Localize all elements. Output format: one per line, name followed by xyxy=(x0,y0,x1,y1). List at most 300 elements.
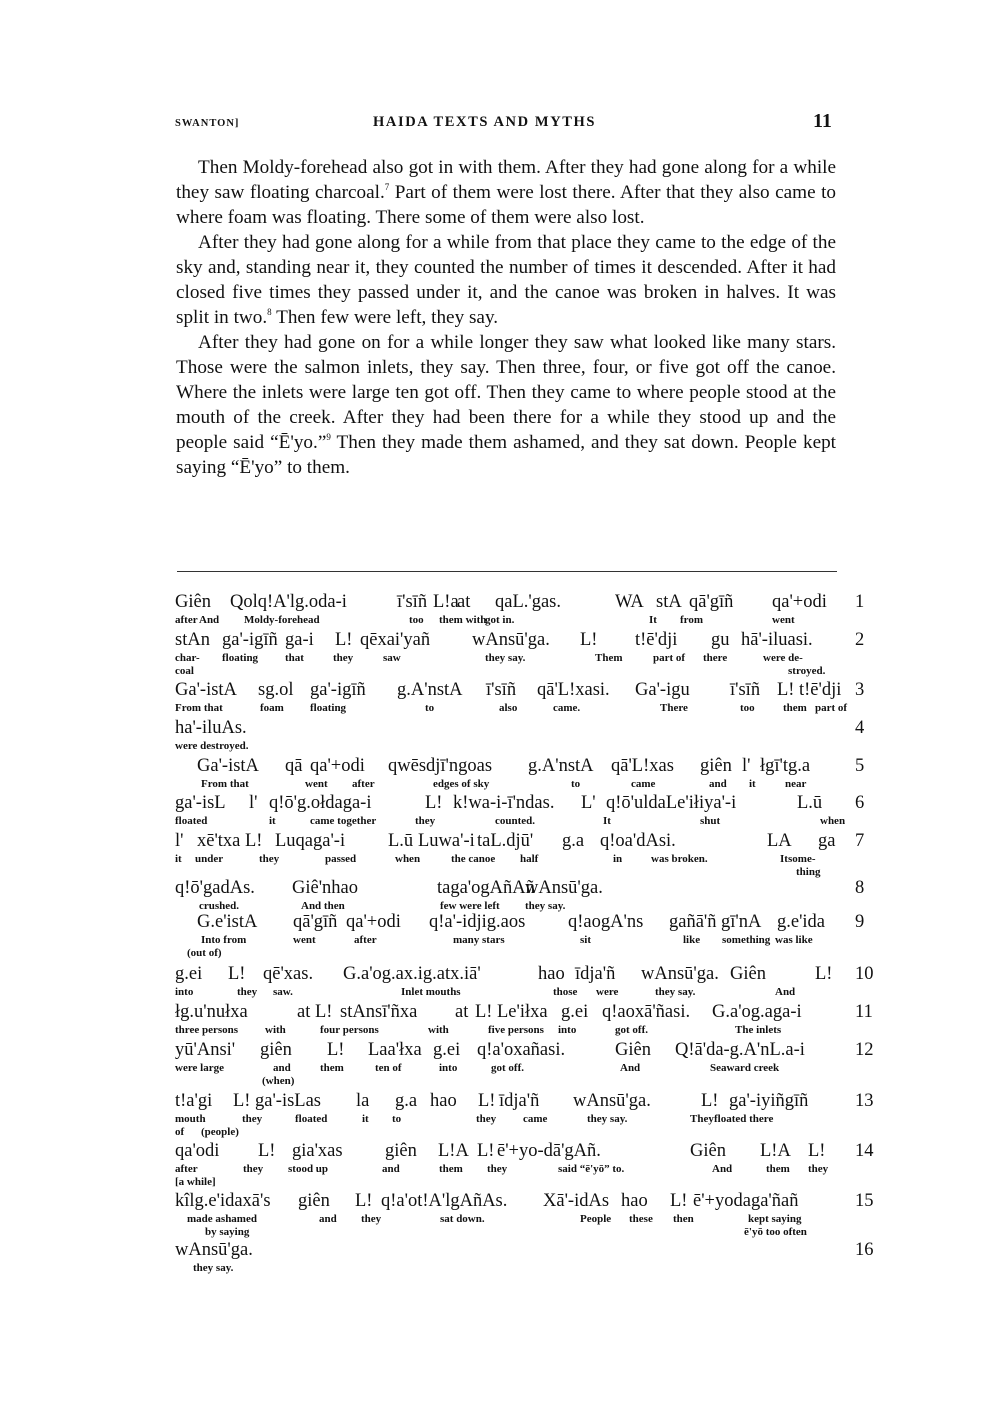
haida-word: g.e'ida xyxy=(777,912,826,932)
line-number: 2 xyxy=(855,630,865,650)
paragraph-2: After they had gone along for a while from that place they came to the edge of the sky and, standing near it, they counted the number of times it descended. After it had closed five times they passed under it, and the canoe was broken in halves. It was split in two.$^8$ Then few were left, they say. xyxy=(176,232,836,328)
haida-word: Luwa'-i xyxy=(418,831,475,851)
haida-word: qā xyxy=(285,756,303,776)
paragraph-1: Then Moldy-forehead also got in with them. After they had gone along for a while they saw floating charcoal.$^7$ Part of them were lost there. After that they also came to where foam was floating. There some of them were also lost. xyxy=(176,157,836,228)
haida-word: łg.u'nułxa xyxy=(175,1002,248,1022)
haida-row xyxy=(175,912,875,934)
haida-word: L! xyxy=(580,630,598,650)
haida-word: Xā'-idAs xyxy=(543,1191,610,1211)
haida-word: Ga'-istA xyxy=(197,756,259,776)
haida-word: L!A xyxy=(438,1141,469,1161)
gloss-word: From that xyxy=(201,778,249,790)
gloss-word: after xyxy=(352,778,375,790)
gloss-word: Them xyxy=(595,652,623,664)
haida-word: hao xyxy=(621,1191,648,1211)
gloss-word: they xyxy=(242,1113,263,1125)
haida-word: Ga'-igu xyxy=(635,680,690,700)
gloss-word: were de- xyxy=(763,652,803,664)
gloss-word: foam xyxy=(260,702,284,714)
haida-word: L! xyxy=(233,1091,251,1111)
gloss-word-continued: thing xyxy=(796,866,821,878)
gloss-word: said “ē'yō” to. xyxy=(558,1163,625,1175)
haida-word: taL.djū' xyxy=(477,831,534,851)
gloss-word: it xyxy=(749,778,756,790)
interlinear-line-15 xyxy=(175,1191,875,1239)
haida-word: L!a xyxy=(433,592,459,612)
haida-word: q!a'ot!A'lgAñAs. xyxy=(381,1191,508,1211)
haida-word: qa'+odi xyxy=(310,756,365,776)
gloss-row xyxy=(175,1163,875,1189)
haida-word: L! xyxy=(477,1141,495,1161)
haida-word: gañā'ñ xyxy=(669,912,717,932)
gloss-word-continued: ē'yō too often xyxy=(744,1226,807,1238)
gloss-word-continued: (when) xyxy=(262,1075,295,1087)
haida-word: L! xyxy=(425,793,443,813)
haida-word: L! xyxy=(228,964,246,984)
gloss-word: they xyxy=(237,986,258,998)
gloss-word: it xyxy=(269,815,276,827)
interlinear-line-10 xyxy=(175,964,875,999)
haida-word: Giên xyxy=(730,964,766,984)
line-number: 6 xyxy=(855,793,865,813)
haida-row xyxy=(175,964,875,986)
gloss-word: made ashamed xyxy=(187,1213,257,1225)
gloss-row xyxy=(175,934,875,960)
gloss-word: People xyxy=(580,1213,612,1225)
haida-row xyxy=(175,831,875,853)
haida-row xyxy=(175,1040,875,1062)
gloss-word: ten of xyxy=(375,1062,402,1074)
haida-word: q!ō'g.ołdaga-i xyxy=(269,793,372,813)
gloss-row xyxy=(175,853,875,879)
gloss-word-continued: stroyed. xyxy=(788,665,826,677)
gloss-word: into xyxy=(175,986,194,998)
gloss-word: these xyxy=(629,1213,653,1225)
haida-word: ī'sīñ xyxy=(397,592,428,612)
haida-row xyxy=(175,1141,875,1163)
gloss-word: mouth xyxy=(175,1113,206,1125)
haida-word: q!aogA'ns xyxy=(568,912,644,932)
haida-word: G.a'og.aga-i xyxy=(712,1002,802,1022)
interlinear-line-11 xyxy=(175,1002,875,1037)
gloss-word: And xyxy=(620,1062,641,1074)
haida-word: q!a'oxañasi. xyxy=(477,1040,566,1060)
haida-word: yū'Ansi' xyxy=(175,1040,236,1060)
gloss-word: was broken. xyxy=(651,853,708,865)
haida-word: wAnsū'ga. xyxy=(175,1240,253,1260)
gloss-word: floated xyxy=(295,1113,328,1125)
gloss-word: sat down. xyxy=(440,1213,485,1225)
gloss-word: went xyxy=(305,778,328,790)
haida-word: giên xyxy=(700,756,732,776)
haida-word: ē'+yo-dā'gAñ. xyxy=(497,1141,601,1161)
haida-word: gī'nA xyxy=(721,912,762,932)
haida-word: L! xyxy=(335,630,353,650)
gloss-word: five persons xyxy=(488,1024,544,1036)
line-number: 12 xyxy=(855,1040,874,1060)
interlinear-line-16 xyxy=(175,1240,875,1275)
haida-word: g.a xyxy=(562,831,585,851)
gloss-word: were destroyed. xyxy=(175,740,249,752)
haida-row xyxy=(175,1002,875,1024)
interlinear-line-8 xyxy=(175,878,875,913)
gloss-word: them with xyxy=(439,614,487,626)
haida-word: la xyxy=(356,1091,370,1111)
gloss-word: after xyxy=(175,614,198,626)
haida-row xyxy=(175,793,875,815)
haida-word: ē'+yodaga'ñañ xyxy=(693,1191,799,1211)
haida-word: Giê'nhao xyxy=(292,878,359,898)
haida-word: stAn xyxy=(175,630,210,650)
haida-word: t!a'gi xyxy=(175,1091,213,1111)
gloss-word: into xyxy=(439,1062,458,1074)
haida-word: L! xyxy=(245,831,263,851)
haida-word: t!ē'dji xyxy=(635,630,678,650)
haida-word: L! xyxy=(327,1040,345,1060)
haida-word: łgī'tg.a xyxy=(760,756,811,776)
gloss-row xyxy=(175,652,875,678)
gloss-word: with xyxy=(428,1024,449,1036)
gloss-word-continued: by saying xyxy=(205,1226,250,1238)
gloss-word: something xyxy=(722,934,771,946)
gloss-row xyxy=(175,1213,875,1239)
gloss-word: they xyxy=(487,1163,508,1175)
haida-word: Luqaga'-i xyxy=(275,831,346,851)
haida-word: at xyxy=(297,1002,311,1022)
haida-word: ga'-iyiñgīñ xyxy=(729,1091,809,1111)
gloss-word: and xyxy=(273,1062,291,1074)
gloss-word: There xyxy=(660,702,688,714)
gloss-word: part of xyxy=(653,652,686,664)
gloss-word: came. xyxy=(553,702,581,714)
gloss-word: those xyxy=(553,986,578,998)
haida-word: L' xyxy=(581,793,596,813)
haida-word: t!ē'dji xyxy=(799,680,842,700)
gloss-word: floated there xyxy=(714,1113,774,1125)
haida-word: hao xyxy=(430,1091,457,1111)
gloss-word: from xyxy=(680,614,704,626)
gloss-word: went xyxy=(293,934,316,946)
haida-word: L.ū xyxy=(797,793,823,813)
haida-word: qā'L!xasi. xyxy=(537,680,610,700)
line-number: 11 xyxy=(855,1002,873,1022)
haida-row xyxy=(175,1091,875,1113)
haida-word: ī'sīñ xyxy=(730,680,761,700)
haida-word: īdja'ñ xyxy=(499,1091,540,1111)
haida-word: qa'+odi xyxy=(346,912,401,932)
gloss-word: like xyxy=(683,934,701,946)
gloss-word: Inlet mouths xyxy=(401,986,461,998)
gloss-word: them xyxy=(766,1163,790,1175)
gloss-word: stood up xyxy=(288,1163,329,1175)
haida-row xyxy=(175,630,875,652)
haida-word: Le'iłxa xyxy=(497,1002,548,1022)
line-number: 8 xyxy=(855,878,865,898)
line-number: 1 xyxy=(855,592,865,612)
gloss-word: also xyxy=(499,702,518,714)
haida-word: qā'gīñ xyxy=(689,592,734,612)
gloss-row xyxy=(175,1062,875,1088)
gloss-word: got off. xyxy=(491,1062,524,1074)
haida-word: giên xyxy=(298,1191,330,1211)
haida-row xyxy=(175,592,875,614)
gloss-word-continued: [a while] xyxy=(175,1176,216,1188)
gloss-word: they xyxy=(243,1163,264,1175)
gloss-word: they xyxy=(415,815,436,827)
haida-word: gu xyxy=(711,630,730,650)
gloss-word: they xyxy=(361,1213,382,1225)
line-number: 3 xyxy=(855,680,865,700)
gloss-word: they xyxy=(476,1113,497,1125)
gloss-word: under xyxy=(195,853,224,865)
haida-word: hao xyxy=(538,964,565,984)
haida-word: ga-i xyxy=(285,630,314,650)
gloss-word: Moldy-forehead xyxy=(244,614,320,626)
haida-word: g.ei xyxy=(433,1040,461,1060)
gloss-word: crushed. xyxy=(199,900,240,912)
haida-row xyxy=(175,718,875,740)
gloss-row xyxy=(175,1024,875,1037)
line-number: 10 xyxy=(855,964,874,984)
haida-word: L! xyxy=(478,1091,496,1111)
haida-word: L! xyxy=(258,1141,276,1161)
gloss-word: came xyxy=(631,778,656,790)
haida-word: sg.ol xyxy=(258,680,294,700)
haida-word: Giên xyxy=(615,1040,651,1060)
gloss-word: passed xyxy=(325,853,357,865)
haida-word: L!A xyxy=(760,1141,791,1161)
interlinear-line-2 xyxy=(175,630,875,678)
gloss-word: And xyxy=(712,1163,733,1175)
gloss-word: And xyxy=(775,986,796,998)
haida-word: l' xyxy=(175,831,184,851)
haida-word: Q!ā'da-g.A'nL.a-i xyxy=(675,1040,805,1060)
gloss-word: The inlets xyxy=(735,1024,782,1036)
haida-word: ī'sīñ xyxy=(486,680,517,700)
running-head-author: SWANTON] xyxy=(175,118,240,129)
haida-word: hā'-iluasi. xyxy=(741,630,813,650)
haida-row xyxy=(175,680,875,702)
interlinear-line-5 xyxy=(175,756,875,791)
gloss-word: in xyxy=(613,853,623,865)
interlinear-line-3 xyxy=(175,680,875,715)
gloss-word: Seaward creek xyxy=(710,1062,780,1074)
gloss-row xyxy=(175,778,875,791)
gloss-word: when xyxy=(395,853,421,865)
line-number: 4 xyxy=(855,718,865,738)
haida-word: g.a xyxy=(395,1091,418,1111)
haida-word: qā'gīñ xyxy=(293,912,338,932)
gloss-word: And then xyxy=(301,900,345,912)
line-number: 16 xyxy=(855,1240,874,1260)
section-divider xyxy=(177,571,837,572)
gloss-row xyxy=(175,815,875,828)
haida-word: qaL.'gas. xyxy=(495,592,562,612)
translation-text xyxy=(176,155,836,480)
gloss-word: It xyxy=(603,815,611,827)
gloss-word: to xyxy=(571,778,581,790)
footnote-ref-7: 7 xyxy=(384,182,390,192)
gloss-row xyxy=(175,1113,875,1139)
gloss-word: after xyxy=(354,934,377,946)
gloss-word: It xyxy=(649,614,657,626)
haida-word: wAnsū'ga. xyxy=(641,964,719,984)
gloss-word-continued: of xyxy=(175,1126,185,1138)
haida-word: L! xyxy=(355,1191,373,1211)
haida-word: ga'-isL xyxy=(175,793,226,813)
interlinear-line-7 xyxy=(175,831,875,879)
gloss-word: they say. xyxy=(525,900,566,912)
haida-word: qē'xas. xyxy=(263,964,314,984)
gloss-word: three persons xyxy=(175,1024,239,1036)
interlinear-line-1 xyxy=(175,592,875,627)
gloss-word: sit xyxy=(580,934,591,946)
haida-word: qa'odi xyxy=(175,1141,220,1161)
gloss-word: floating xyxy=(222,652,259,664)
gloss-word: and xyxy=(709,778,727,790)
gloss-word: that xyxy=(285,652,304,664)
haida-row xyxy=(175,1240,875,1262)
gloss-row xyxy=(175,614,875,627)
haida-word: q!ō'uldaLe'iłiya'-i xyxy=(606,793,737,813)
gloss-word: it xyxy=(175,853,182,865)
line-number: 13 xyxy=(855,1091,874,1111)
haida-word: L.ū xyxy=(388,831,414,851)
interlinear-line-9 xyxy=(175,912,875,960)
gloss-word: them xyxy=(320,1062,344,1074)
gloss-word: From that xyxy=(175,702,223,714)
haida-word: gia'xas xyxy=(292,1141,343,1161)
interlinear-line-13 xyxy=(175,1091,875,1139)
haida-word: l' xyxy=(249,793,258,813)
paragraph-3: After they had gone on for a while longer they saw what looked like many stars. Those were the salmon inlets, they say. Then three, four, or five got off the canoe. Where the inlets were large ten got off. Then they came to where people stood at the mouth of the creek. After they had been there for a while they stood up and the people said “Ē'yo.”$^9$ Then they made them ashamed, and they sat down. People kept saying “Ē'yo” to them. xyxy=(176,332,837,478)
gloss-word: got off. xyxy=(615,1024,648,1036)
haida-word: ha'-iluAs. xyxy=(175,718,247,738)
interlinear-line-12 xyxy=(175,1040,875,1088)
gloss-word: was like xyxy=(775,934,813,946)
gloss-word: edges of sky xyxy=(433,778,490,790)
haida-word: ga'-isLas xyxy=(255,1091,322,1111)
gloss-word: saw. xyxy=(273,986,293,998)
gloss-word: to xyxy=(392,1113,402,1125)
gloss-word: then xyxy=(673,1213,694,1225)
gloss-word: they say. xyxy=(485,652,526,664)
haida-word: q!a'-idjig.aos xyxy=(429,912,526,932)
gloss-row xyxy=(175,740,875,753)
haida-word: kîlg.e'idaxā's xyxy=(175,1191,271,1211)
gloss-word-continued: (people) xyxy=(201,1126,239,1138)
haida-word: Giên xyxy=(690,1141,726,1161)
gloss-word: and xyxy=(382,1163,400,1175)
gloss-word: they xyxy=(259,853,280,865)
gloss-word: saw xyxy=(383,652,401,664)
line-number: 15 xyxy=(855,1191,874,1211)
page-number: 11 xyxy=(813,110,832,132)
haida-word: taga'ogAñAñ xyxy=(437,878,535,898)
interlinear-line-14 xyxy=(175,1141,875,1189)
haida-word: stAnsī'ñxa xyxy=(340,1002,418,1022)
haida-word: wAnsū'ga. xyxy=(472,630,550,650)
gloss-word: some- xyxy=(788,853,816,865)
haida-word: L! xyxy=(475,1002,493,1022)
gloss-word: four persons xyxy=(320,1024,379,1036)
gloss-word: they xyxy=(808,1163,829,1175)
line-number: 9 xyxy=(855,912,865,932)
gloss-word: counted. xyxy=(495,815,536,827)
gloss-word: them xyxy=(783,702,807,714)
gloss-word: too xyxy=(409,614,424,626)
gloss-word-continued: coal xyxy=(175,665,194,677)
gloss-word-continued: (out of) xyxy=(187,947,222,959)
haida-word: Laa'łxa xyxy=(368,1040,422,1060)
line-number: 7 xyxy=(855,831,865,851)
haida-word: WA xyxy=(615,592,644,612)
gloss-row xyxy=(175,702,875,715)
haida-word: īdja'ñ xyxy=(575,964,616,984)
haida-word: G.e'istA xyxy=(197,912,258,932)
haida-word: L! xyxy=(808,1141,826,1161)
haida-word: qēxai'yañ xyxy=(360,630,431,650)
gloss-row xyxy=(175,986,875,999)
haida-word: q!oa'dAsi. xyxy=(600,831,676,851)
footnote-ref-9: 9 xyxy=(326,432,331,442)
haida-word: q!ō'gadAs. xyxy=(175,878,255,898)
gloss-word: went xyxy=(772,614,795,626)
haida-word: l' xyxy=(742,756,751,776)
gloss-word: with xyxy=(265,1024,286,1036)
gloss-word: into xyxy=(558,1024,577,1036)
haida-word: L! xyxy=(777,680,795,700)
haida-word: qa'+odi xyxy=(772,592,827,612)
line-number: 14 xyxy=(855,1141,874,1161)
line-number: 5 xyxy=(855,756,865,776)
haida-word: q!aoxā'ñasi. xyxy=(602,1002,691,1022)
gloss-word: few were left xyxy=(440,900,500,912)
haida-word: ga'-igīñ xyxy=(222,630,278,650)
gloss-word: after xyxy=(175,1163,198,1175)
gloss-word: came together xyxy=(310,815,377,827)
gloss-word: part of xyxy=(815,702,848,714)
gloss-word: they say. xyxy=(193,1262,234,1274)
gloss-word: were xyxy=(596,986,619,998)
haida-word: L! xyxy=(670,1191,688,1211)
haida-word: qā'L!xas xyxy=(611,756,674,776)
haida-word: at xyxy=(457,592,471,612)
haida-word: k!wa-i-ī'ndas. xyxy=(453,793,555,813)
haida-word: Giên xyxy=(175,592,211,612)
haida-word: g.ei xyxy=(175,964,203,984)
interlinear-line-4 xyxy=(175,718,875,753)
gloss-word: got in. xyxy=(485,614,515,626)
gloss-word: they xyxy=(333,652,354,664)
gloss-word: half xyxy=(520,853,539,865)
gloss-word: near xyxy=(785,778,807,790)
gloss-word: the canoe xyxy=(451,853,496,865)
haida-word: at xyxy=(455,1002,469,1022)
gloss-word: floating xyxy=(310,702,347,714)
haida-word: wAnsū'ga. xyxy=(573,1091,651,1111)
gloss-word: It xyxy=(780,853,788,865)
interlinear-line-6 xyxy=(175,793,875,828)
haida-word: wAnsū'ga. xyxy=(525,878,603,898)
haida-word: ga'-igīñ xyxy=(310,680,366,700)
running-head-title: HAIDA TEXTS AND MYTHS xyxy=(373,114,597,130)
gloss-word: they say. xyxy=(587,1113,628,1125)
gloss-word: kept saying xyxy=(748,1213,802,1225)
footnote-ref-8: 8 xyxy=(267,307,272,317)
gloss-word: came xyxy=(523,1113,548,1125)
gloss-word: they say. xyxy=(655,986,696,998)
